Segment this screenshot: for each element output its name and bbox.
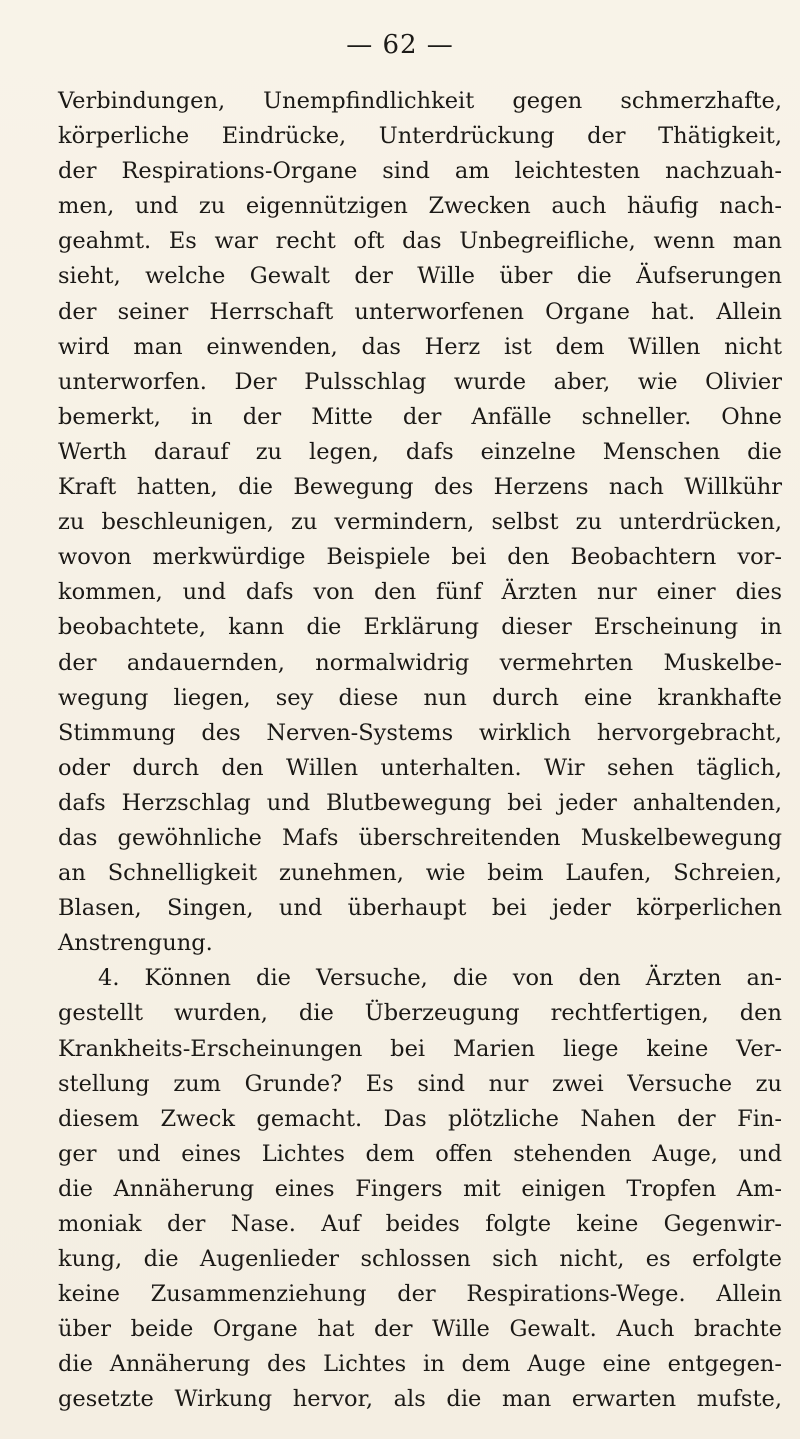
text-line: das gewöhnliche Mafs überschreitenden Muskelbewegung bbox=[58, 824, 782, 851]
text-line: beobachtete, kann die Erklärung dieser Erscheinung in bbox=[58, 614, 782, 641]
text-line: die Annäherung eines Fingers mit einigen Tropfen Am- bbox=[58, 1175, 782, 1202]
text-line: die Annäherung des Lichtes in dem Auge eine entgegen- bbox=[58, 1351, 782, 1378]
text-line: wird man einwenden, das Herz ist dem Willen nicht bbox=[58, 333, 782, 360]
text-line: an Schnelligkeit zunehmen, wie beim Laufen, Schreien, bbox=[58, 860, 782, 887]
text-line: men, und zu eigennützigen Zwecken auch häufig nach- bbox=[58, 193, 782, 220]
text-line: gesetzte Wirkung hervor, als die man erwarten mufste, bbox=[58, 1386, 782, 1413]
page-number: — 62 — bbox=[346, 30, 454, 60]
text-line: geahmt. Es war recht oft das Unbegreifliche, wenn man bbox=[58, 228, 782, 255]
text-line: Anstrengung. bbox=[58, 930, 213, 957]
text-line: dafs Herzschlag und Blutbewegung bei jeder anhaltenden, bbox=[58, 789, 782, 816]
text-line: zu beschleunigen, zu vermindern, selbst zu unterdrücken, bbox=[58, 509, 782, 536]
text-line: Krankheits-Erscheinungen bei Marien liege keine Ver- bbox=[58, 1035, 782, 1062]
text-line: körperliche Eindrücke, Unterdrückung der Thätigkeit, bbox=[58, 123, 782, 150]
text-line: über beide Organe hat der Wille Gewalt. Auch brachte bbox=[58, 1316, 782, 1343]
text-line: moniak der Nase. Auf beides folgte keine Gegenwir- bbox=[58, 1211, 782, 1237]
text-line: stellung zum Grunde? Es sind nur zwei Versuche zu bbox=[58, 1070, 782, 1097]
text-line: oder durch den Willen unterhalten. Wir sehen täglich, bbox=[58, 754, 782, 781]
text-line: kung, die Augenlieder schlossen sich nicht, es erfolgte bbox=[58, 1246, 782, 1273]
body-text bbox=[58, 84, 782, 1418]
text-line: unterworfen. Der Pulsschlag wurde aber, wie Olivier bbox=[58, 368, 782, 395]
text-line: sieht, welche Gewalt der Wille über die Äufserungen bbox=[58, 263, 782, 290]
text-line: wovon merkwürdige Beispiele bei den Beobachtern vor- bbox=[58, 544, 782, 571]
text-line: der Respirations-Organe sind am leichtesten nachzuah- bbox=[58, 158, 782, 185]
text-line: kommen, und dafs von den fünf Ärzten nur einer dies bbox=[58, 579, 782, 606]
text-line: bemerkt, in der Mitte der Anfälle schneller. Ohne bbox=[58, 403, 782, 430]
text-line: gestellt wurden, die Überzeugung rechtfertigen, den bbox=[58, 1000, 782, 1027]
text-line: der seiner Herrschaft unterworfenen Organe hat. Allein bbox=[58, 298, 782, 325]
text-line: Verbindungen, Unempfindlichkeit gegen schmerzhafte, bbox=[58, 88, 782, 114]
section-start-line: 4. Können die Versuche, die von den Ärzten an- bbox=[98, 965, 782, 992]
text-line: wegung liegen, sey diese nun durch eine krankhafte bbox=[58, 684, 782, 711]
text-line: der andauernden, normalwidrig vermehrten Muskelbe- bbox=[58, 649, 782, 676]
text-line: diesem Zweck gemacht. Das plötzliche Nahen der Fin- bbox=[58, 1105, 782, 1132]
text-line: keine Zusammenziehung der Respirations-Wege. Allein bbox=[58, 1281, 782, 1308]
text-line: ger und eines Lichtes dem offen stehenden Auge, und bbox=[58, 1140, 782, 1167]
text-line: Blasen, Singen, und überhaupt bei jeder körperlichen bbox=[58, 895, 782, 922]
text-line: Stimmung des Nerven-Systems wirklich hervorgebracht, bbox=[58, 719, 782, 746]
text-line: Kraft hatten, die Bewegung des Herzens nach Willkühr bbox=[58, 474, 782, 501]
text-line: Werth darauf zu legen, dafs einzelne Menschen die bbox=[58, 438, 782, 465]
